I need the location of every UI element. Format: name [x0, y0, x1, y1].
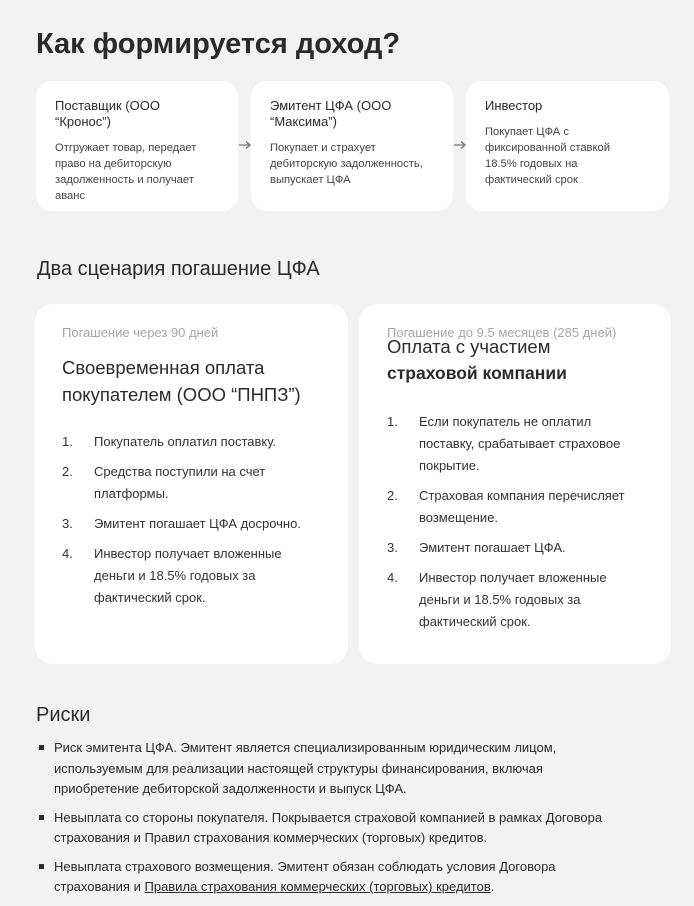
step-number: 3.: [62, 516, 73, 531]
step-item: [62, 431, 328, 453]
scenario-steps: [62, 431, 328, 609]
arrow-right-icon: [453, 139, 467, 151]
step-item: [62, 461, 328, 505]
step-number: 4.: [387, 570, 398, 585]
scenario-card-insurance: [359, 304, 671, 664]
flow-card-issuer: [251, 81, 453, 211]
flow-card-description: Покупает ЦФА с фиксированной ставкой 18.5% годовых на фактический срок: [485, 126, 610, 186]
scenario-title: [387, 333, 651, 387]
flow-card-investor: [466, 81, 669, 211]
step-number: 3.: [387, 540, 398, 555]
step-number: 2.: [62, 464, 73, 479]
step-item: [387, 411, 651, 477]
step-item: [387, 567, 651, 633]
step-text: Средства поступили на счет платформы.: [94, 464, 266, 501]
risk-text-end: .: [490, 879, 495, 894]
step-text: Инвестор получает вложенные деньги и 18.5% годовых за фактический срок.: [419, 570, 607, 629]
scenario-title-line: страховой компании: [387, 363, 567, 383]
step-text: Инвестор получает вложенные деньги и 18.5% годовых за фактический срок.: [94, 546, 282, 605]
risk-item: [36, 738, 594, 800]
step-text: Эмитент погашает ЦФА досрочно.: [94, 516, 301, 531]
step-number: 1.: [62, 434, 73, 449]
step-number: 2.: [387, 488, 398, 503]
step-text: Страховая компания перечисляет возмещение.: [419, 488, 625, 525]
risk-item: [36, 808, 664, 849]
scenario-title-line: Оплата с участием: [387, 336, 551, 357]
scenario-title: Своевременная оплата покупателем (ООО “ПНПЗ”): [62, 357, 301, 405]
scenarios-heading: Два сценария погашение ЦФА: [37, 258, 320, 280]
risks-heading: Риски: [36, 704, 91, 726]
step-text: Покупатель оплатил поставку.: [94, 434, 277, 449]
flow-card-title: Инвестор: [485, 98, 543, 113]
flow-card-title: Поставщик (ООО “Кронос”): [55, 98, 160, 129]
step-number: 1.: [387, 414, 398, 429]
arrow-right-icon: [238, 139, 252, 151]
flow-card-description: Покупает и страхует дебиторскую задолженность, выпускает ЦФА: [270, 142, 423, 186]
risk-text: Риск эмитента ЦФА. Эмитент является специализированным юридическим лицом, используемым для реализации настоящей структуры финансирования, включая приобретение дебиторской задолженности и выпуск ЦФА.: [54, 740, 557, 796]
risks-list: [36, 738, 676, 906]
flow-card-description: Отгружает товар, передает право на дебиторскую задолженность и получает аванс: [55, 142, 197, 202]
step-text: Если покупатель не оплатил поставку, срабатывает страховое покрытие.: [419, 414, 621, 473]
scenario-term-label: Погашение до 9.5 месяцев (285 дней): [387, 325, 617, 340]
scenario-steps: [387, 411, 651, 633]
flow-card-title: Эмитент ЦФА (ООО “Максима”): [270, 98, 392, 129]
risk-text: Невыплата со стороны покупателя. Покрывается страховой компанией в рамках Договора страхования и Правил страхования коммерческих (торговых) кредитов.: [54, 809, 603, 845]
bullet-icon: [39, 815, 44, 820]
risk-item: [36, 857, 614, 898]
scenario-term-label: Погашение через 90 дней: [62, 325, 219, 340]
step-number: 4.: [62, 546, 73, 561]
step-item: [387, 537, 651, 559]
step-item: [62, 543, 328, 609]
page-title: Как формируется доход?: [36, 28, 401, 60]
risk-text: Невыплата страхового возмещения. Эмитент обязан соблюдать условия Договора страхования и: [54, 858, 556, 894]
bullet-icon: [39, 864, 44, 869]
bullet-icon: [39, 745, 44, 750]
scenario-card-on-time: [35, 304, 348, 664]
flow-card-supplier: [36, 81, 238, 211]
insurance-rules-link[interactable]: Правила страхования коммерческих (торговых) кредитов: [144, 879, 491, 894]
step-item: [387, 485, 651, 529]
step-item: [62, 513, 328, 535]
step-text: Эмитент погашает ЦФА.: [419, 540, 566, 555]
